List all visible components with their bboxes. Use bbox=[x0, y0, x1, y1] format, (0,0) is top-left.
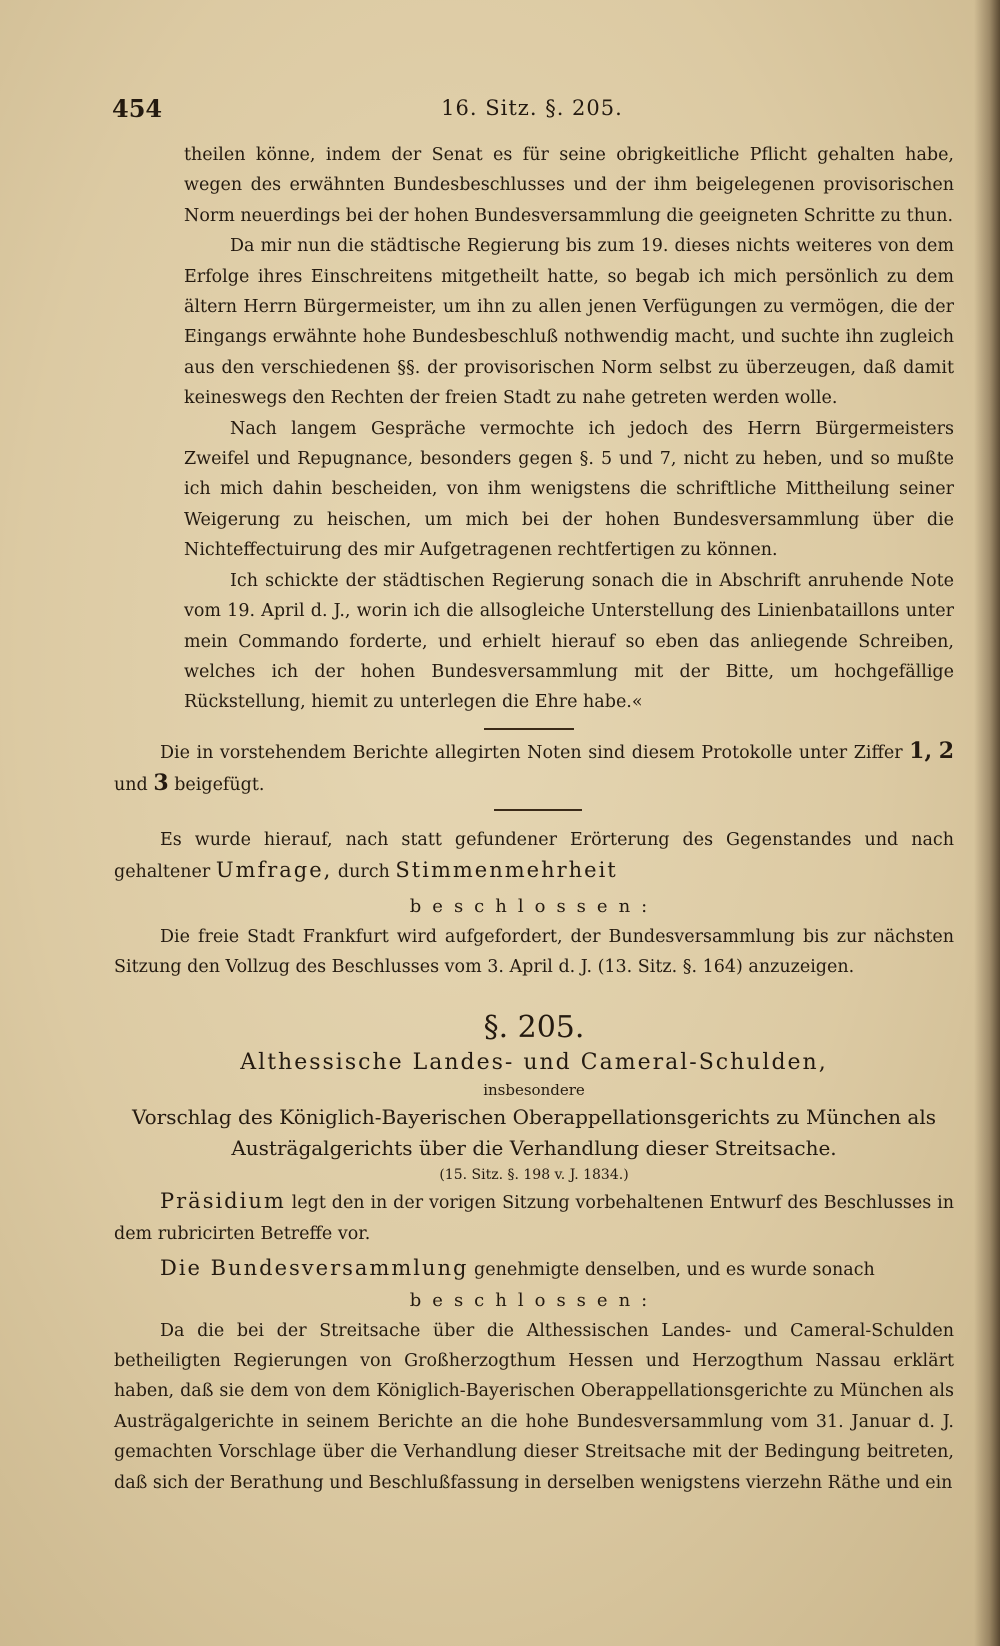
report-paragraph-4: Ich schickte der städtischen Regierung sonach die in Abschrift anruhende Note vom 19. April d. J., worin ich die allsogleiche Unterstellung des Linienbataillons unter mein Commando forderte, und erhielt hierauf so eben das anliegende Schreiben, welches ich der hohen Bundesversammlung mit der Bitte, um hochgefällige Rückstellung, hiemit zu unterlegen die Ehre habe.« bbox=[184, 570, 954, 713]
section-title-3: Vorschlag des Königlich-Bayerischen Oberappellationsgerichts zu München als Austrägalgerichts über die Verhandlung dieser Streitsache. bbox=[132, 1105, 936, 1161]
report-paragraph-1: theilen könne, indem der Senat es für seine obrigkeitliche Pflicht gehalten habe, wegen des erwähnten Bundesbeschlusses und der ihm beigelegenen provisorischen Norm neuerdings bei der hohen Bundesversammlung die geeigneten Schritte zu thun. bbox=[184, 145, 954, 226]
page-header bbox=[112, 94, 952, 128]
beschlossen-heading-2: beschlossen: bbox=[409, 1289, 659, 1311]
bv-lead: Die Bundesversammlung bbox=[160, 1256, 469, 1281]
report-paragraph-2: Da mir nun die städtische Regierung bis zum 19. dieses nichts weiteres von dem Erfolge ihres Einschreitens mitgetheilt hatte, so begab ich mich persönlich zu dem ältern Herrn Bürgermeister, um ihn zu allen jenen Verfügungen zu vermögen, die der Eingangs erwähnte hohe Bundesbeschluß nothwendig macht, und suchte ihn zugleich aus den verschiedenen §§. der provisorischen Norm selbst zu überzeugen, daß damit keineswegs den Rechten der freien Stadt zu nahe getreten werden wolle. bbox=[184, 236, 954, 409]
bv-text: genehmigte denselben, und es wurde sonach bbox=[474, 1260, 875, 1281]
section-title-2: insbesondere bbox=[483, 1081, 585, 1100]
annex-number-3: 3 bbox=[153, 770, 169, 797]
resolution-1: Die freie Stadt Frankfurt wird aufgefordert, der Bundesversammlung bis zur nächsten Sitzung den Vollzug des Beschlusses vom 3. April d. J. (13. Sitz. §. 164) anzuzeigen. bbox=[114, 926, 954, 978]
resolution-2: Da die bei der Streitsache über die Althessischen Landes- und Cameral-Schulden betheiligten Regierungen von Großherzogthum Hessen und Herzogthum Nassau erklärt haben, daß sie dem von dem Königlich-Bayerischen Oberappellationsgerichte zu München als Austrägalgerichte in seinem Berichte an die hohe Bundesversammlung vom 31. Januar d. J. gemachten Vorschlage über die Verhandlung dieser Streitsache mit der Bedingung beitreten, daß sich der Berathung und Beschlußfassung in derselben wenigstens vierzehn Räthe und ein bbox=[114, 1320, 954, 1493]
vote-umfrage: Umfrage, bbox=[215, 858, 333, 883]
annex-end: beigefügt. bbox=[174, 775, 265, 796]
vote-durch: durch bbox=[337, 862, 390, 883]
annex-number-1: 1, bbox=[909, 738, 933, 764]
vote-paragraph bbox=[114, 825, 954, 888]
page-number: 454 bbox=[112, 94, 163, 123]
section-mark: §. 205. bbox=[483, 1010, 585, 1046]
vote-text: Es wurde hierauf, nach statt gefundener Erörterung des Gegenstandes und nach gehaltener bbox=[114, 829, 954, 883]
praesidium-paragraph bbox=[114, 1186, 954, 1249]
praesidium-text: legt den in der vorigen Sitzung vorbehaltenen Entwurf des Beschlusses in dem rubricirten Betreffe vor. bbox=[114, 1193, 954, 1244]
divider-rule-2 bbox=[494, 809, 582, 811]
annex-number-2: 2 bbox=[938, 738, 954, 764]
section-title-1: Althessische Landes- und Cameral-Schulden, bbox=[240, 1050, 828, 1076]
section-reference: (15. Sitz. §. 198 v. J. 1834.) bbox=[439, 1167, 629, 1184]
running-head: 16. Sitz. §. 205. bbox=[441, 96, 623, 120]
divider-rule bbox=[484, 728, 574, 730]
bv-paragraph bbox=[114, 1253, 954, 1285]
praesidium-lead: Präsidium bbox=[160, 1189, 286, 1214]
annex-text: Die in vorstehendem Berichte allegirten Noten sind diesem Protokolle unter Ziffer bbox=[160, 743, 903, 763]
beschlossen-heading-1: beschlossen: bbox=[409, 895, 659, 917]
protocol-notes bbox=[114, 736, 954, 1498]
annex-paragraph bbox=[114, 736, 954, 801]
annex-und: und bbox=[114, 775, 148, 796]
report-quote bbox=[184, 140, 954, 744]
vote-majority: Stimmenmehrheit bbox=[395, 858, 618, 883]
report-paragraph-3: Nach langem Gespräche vermochte ich jedoch des Herrn Bürgermeisters Zweifel und Repugnance, besonders gegen §. 5 und 7, nicht zu heben, und so mußte ich mich dahin bescheiden, von ihm wenigstens die schriftliche Mittheilung seiner Weigerung zu heischen, um mich bei der hohen Bundesversammlung über die Nichteffectuirung des mir Aufgetragenen rechtfertigen zu können. bbox=[184, 418, 954, 561]
